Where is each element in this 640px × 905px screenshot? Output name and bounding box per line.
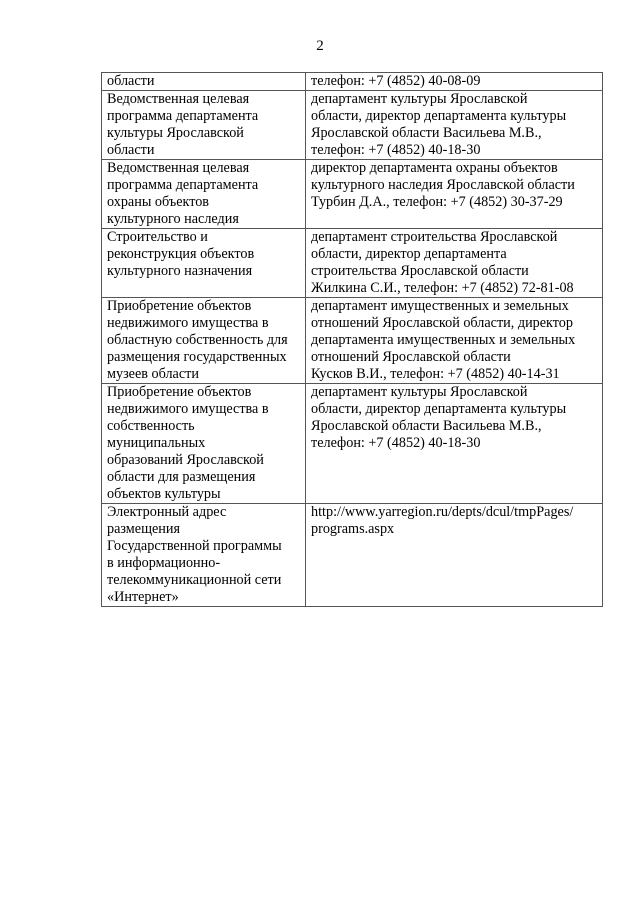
row-contact: департамент культуры Ярославской области, директор департамента культуры Ярославской области Васильева М.В., телефон: +7 (4852) 40-18-30 — [306, 91, 603, 160]
table-row — [102, 73, 603, 91]
row-contact: департамент имущественных и земельных отношений Ярославской области, директор департамента имущественных и земельных отношений Ярославской области Кусков В.И., телефон: +7 (4852) 40-14-31 — [306, 298, 603, 384]
row-contact: департамент строительства Ярославской области, директор департамента строительства Ярославской области Жилкина С.И., телефон: +7 (4852) 72-81-08 — [306, 229, 603, 298]
table-row — [102, 229, 603, 298]
row-contact: департамент культуры Ярославской области, директор департамента культуры Ярославской области Васильева М.В., телефон: +7 (4852) 40-18-30 — [306, 384, 603, 504]
table-row — [102, 298, 603, 384]
page-number: 2 — [316, 38, 324, 54]
row-label: Приобретение объектов недвижимого имущества в областную собственность для размещения государственных музеев области — [102, 298, 306, 384]
row-label: Приобретение объектов недвижимого имущества в собственность муниципальных образований Ярославской области для размещения объектов культуры — [102, 384, 306, 504]
row-label: Ведомственная целевая программа департамента культуры Ярославской области — [102, 91, 306, 160]
row-contact: телефон: +7 (4852) 40-08-09 — [306, 73, 603, 91]
row-label: Строительство и реконструкция объектов культурного назначения — [102, 229, 306, 298]
contacts-table — [101, 72, 603, 607]
row-url[interactable]: http://www.yarregion.ru/depts/dcul/tmpPages/ programs.aspx — [306, 504, 603, 607]
table-row — [102, 160, 603, 229]
row-label: Электронный адрес размещения Государственной программы в информационно- телекоммуникационной сети «Интернет» — [102, 504, 306, 607]
row-label: Ведомственная целевая программа департамента охраны объектов культурного наследия — [102, 160, 306, 229]
row-contact: директор департамента охраны объектов культурного наследия Ярославской области Турбин Д.А., телефон: +7 (4852) 30-37-29 — [306, 160, 603, 229]
table-row — [102, 384, 603, 504]
table-row — [102, 91, 603, 160]
row-label: области — [102, 73, 306, 91]
table-row — [102, 504, 603, 607]
